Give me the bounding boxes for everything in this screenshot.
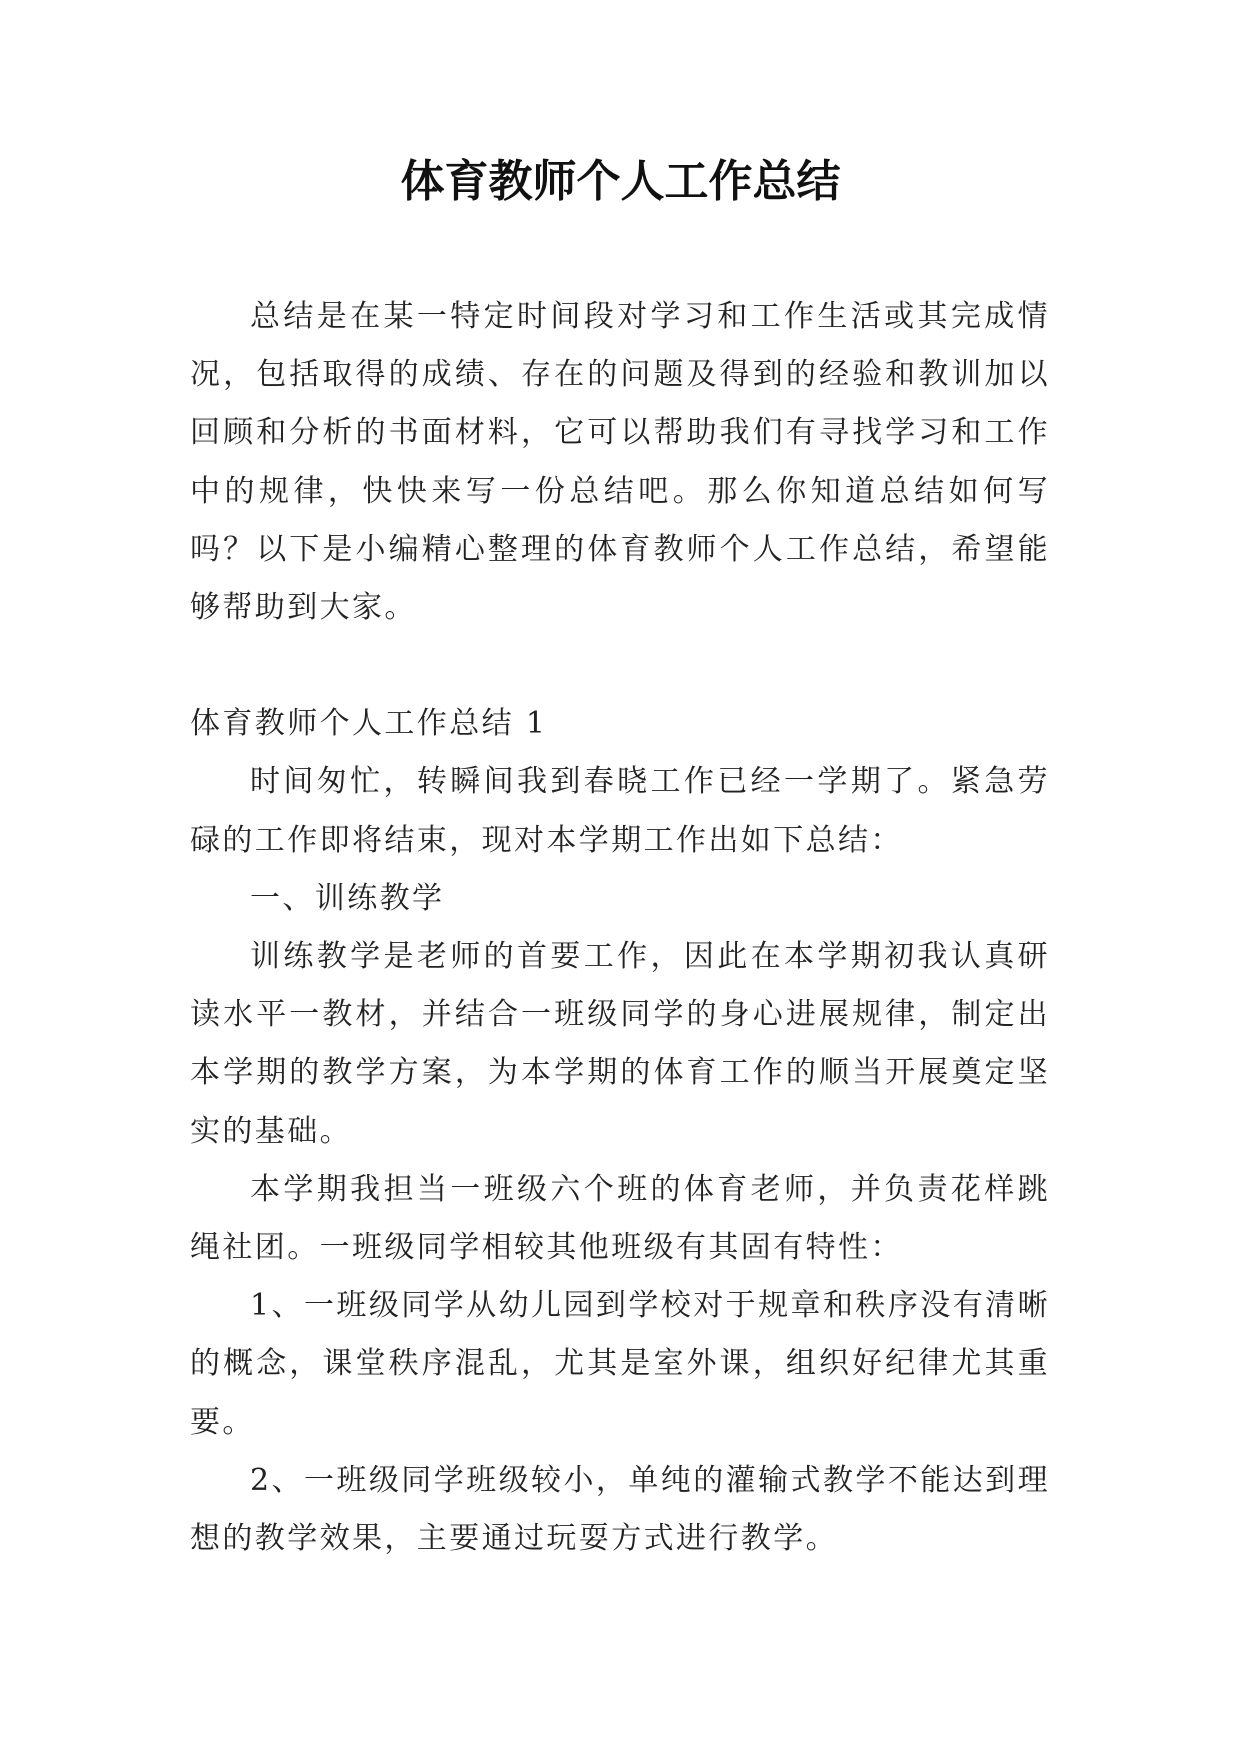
subsection-heading: 一、训练教学	[250, 880, 445, 916]
list-item: 2、一班级同学班级较小，单纯的灌输式教学不能达到理想的教学效果，主要通过玩耍方式进行教学。	[190, 1462, 1050, 1557]
body-paragraph: 训练教学是老师的首要工作，因此在本学期初我认真研读水平一教材，并结合一班级同学的身心进展规律，制定出本学期的教学方案，为本学期的体育工作的顺当开展奠定坚实的基础。	[190, 939, 1050, 1149]
list-item: 1、一班级同学从幼儿园到学校对于规章和秩序没有清晰的概念，课堂秩序混乱，尤其是室外课，组织好纪律尤其重要。	[190, 1288, 1050, 1440]
section-heading: 体育教师个人工作总结 1	[190, 706, 548, 742]
body-paragraph: 本学期我担当一班级六个班的体育老师，并负责花样跳绳社团。一班级同学相较其他班级有其固有特性：	[190, 1171, 1050, 1266]
document-title: 体育教师个人工作总结	[400, 156, 841, 207]
document-body	[190, 288, 1050, 1568]
intro-paragraph: 总结是在某一特定时间段对学习和工作生活或其完成情况，包括取得的成绩、存在的问题及得到的经验和教训加以回顾和分析的书面材料，它可以帮助我们有寻找学习和工作中的规律，快快来写一份总结吧。那么你知道总结如何写吗？以下是小编精心整理的体育教师个人工作总结，希望能够帮助到大家。	[190, 299, 1050, 626]
body-paragraph: 时间匆忙，转瞬间我到春晓工作已经一学期了。紧急劳碌的工作即将结束，现对本学期工作出如下总结：	[190, 764, 1050, 858]
